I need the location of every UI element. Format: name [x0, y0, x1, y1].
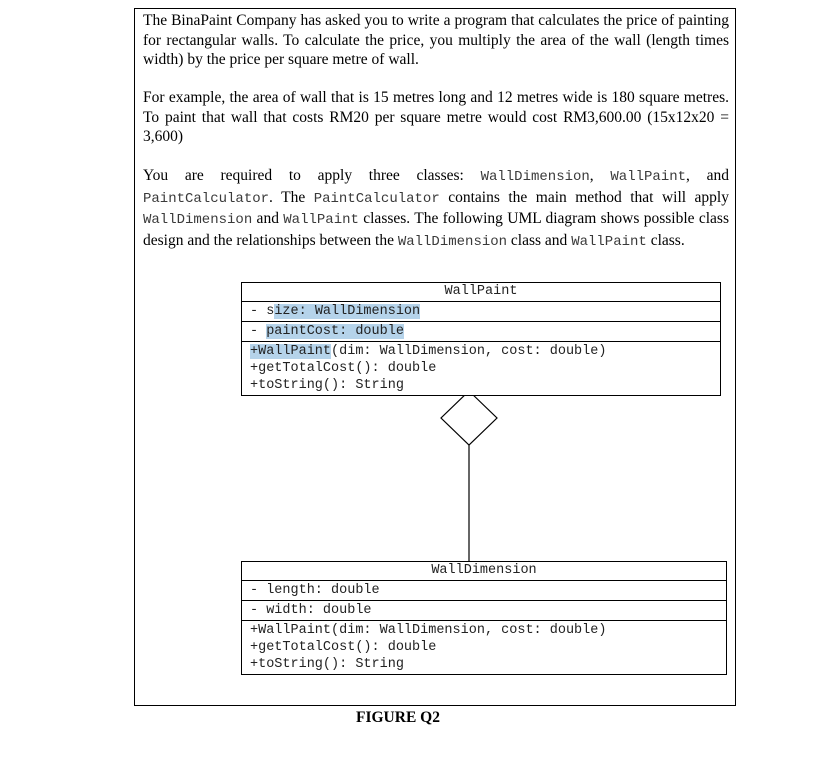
uml-class-title: WallDimension [242, 562, 726, 581]
uml-attribute [250, 323, 720, 340]
uml-method: +getTotalCost(): double [250, 640, 437, 655]
code-walldimension: WallDimension [397, 233, 508, 250]
uml-attributes [242, 600, 726, 620]
example-paragraph: For example, the area of wall that is 15 metres long and 12 metres wide is 180 square metres. To paint that wall that costs RM20 per square metre would cost RM3,600.00 (15x12x20 = 3,600) [143, 89, 729, 145]
highlighted-text: ize: WallDimension [274, 304, 421, 319]
text-run: , and [686, 167, 730, 184]
uml-attribute: - length: double [250, 583, 380, 598]
text-run: classes. The following UML diagram shows possible class design and the relationships between the [143, 210, 729, 249]
text-run: (dim: WallDimension, cost: double) [331, 344, 607, 359]
text-run: . The [269, 188, 314, 206]
uml-class-walldimension [241, 561, 727, 675]
code-wallpaint: WallPaint [283, 212, 359, 228]
text-run: You are required to apply three classes: [143, 167, 481, 184]
uml-class-title: WallPaint [242, 283, 720, 302]
highlighted-text: +WallPaint [250, 344, 332, 359]
uml-attribute [250, 303, 720, 320]
uml-method [250, 343, 720, 360]
figure-caption: FIGURE Q2 [356, 709, 440, 726]
uml-method: +toString(): String [250, 378, 404, 393]
code-paintcalculator: PaintCalculator [313, 190, 440, 207]
intro-paragraph: The BinaPaint Company has asked you to write a program that calculates the price of painting for rectangular walls. To calculate the price, you multiply the area of the wall (length times width) by the price per square metre of wall. [143, 12, 729, 68]
uml-method: +getTotalCost(): double [250, 361, 437, 376]
uml-attributes [242, 302, 720, 321]
text-run: contains the main method that will apply [439, 188, 729, 206]
uml-method: +toString(): String [250, 657, 404, 672]
text-run: class. [646, 231, 685, 249]
uml-attribute: - width: double [250, 603, 372, 618]
uml-class-wallpaint [241, 282, 721, 396]
text-run: , [589, 167, 611, 184]
text-run: and [252, 210, 284, 227]
highlighted-text: paintCost: double [266, 324, 404, 339]
code-walldimension: WallDimension [143, 212, 253, 228]
uml-method: +WallPaint(dim: WallDimension, cost: double) [250, 623, 607, 638]
code-wallpaint: WallPaint [571, 233, 647, 250]
uml-attributes [242, 581, 726, 600]
code-walldimension: WallDimension [480, 169, 590, 185]
uml-attributes [242, 321, 720, 341]
text-run: - [250, 324, 267, 339]
composition-diamond-icon [441, 391, 497, 445]
uml-methods [242, 620, 726, 674]
text-run: class and [507, 231, 572, 249]
code-wallpaint: WallPaint [610, 169, 687, 185]
code-paintcalculator: PaintCalculator [143, 190, 270, 207]
uml-methods [242, 341, 720, 395]
text-run: - s [250, 304, 275, 319]
